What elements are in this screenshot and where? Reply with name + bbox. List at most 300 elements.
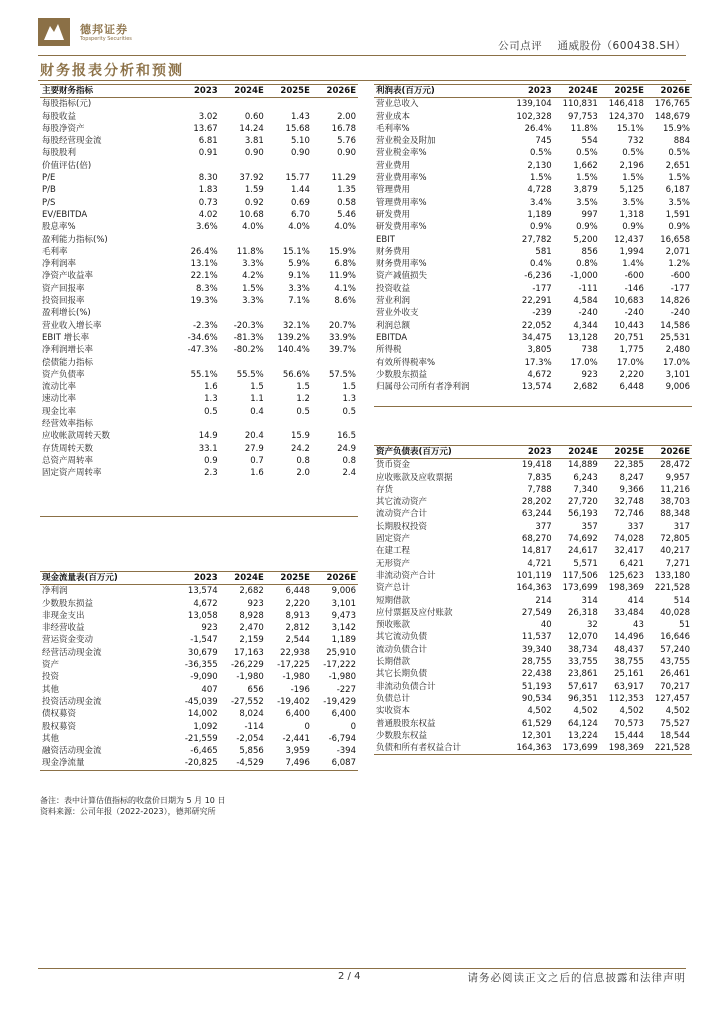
year-header: 2024E xyxy=(568,447,598,457)
cell-value xyxy=(312,418,358,430)
row-label: 少数股东权益 xyxy=(376,730,428,741)
year-header: 2024E xyxy=(234,573,264,583)
cell-value: 2.0 xyxy=(296,468,310,479)
cell-value: 13,058 xyxy=(187,610,218,621)
company-name: 通威股份（600438.SH） xyxy=(557,40,686,52)
cell-value: 32 xyxy=(586,620,598,631)
row-label: 资产总计 xyxy=(376,583,411,594)
cell-value: -6,465 xyxy=(190,746,218,757)
cell-value: -177 xyxy=(670,283,690,294)
table-row xyxy=(374,570,692,582)
cell-value: 8,247 xyxy=(619,472,644,483)
cell-value: 25,161 xyxy=(614,669,644,680)
year-header: 2023 xyxy=(527,86,552,96)
cell-value xyxy=(554,393,600,406)
table-row xyxy=(40,332,358,344)
cell-value xyxy=(220,504,266,517)
table-row xyxy=(374,508,692,520)
cash-flow-body xyxy=(40,585,358,770)
cell-value: 2,220 xyxy=(619,369,644,380)
cell-value xyxy=(220,234,266,246)
cell-value: 14,002 xyxy=(187,709,218,720)
table-row xyxy=(374,533,692,545)
row-label: 流动比率 xyxy=(42,382,77,393)
cell-value xyxy=(174,504,220,517)
cell-value: 6,400 xyxy=(331,709,356,720)
cell-value: 407 xyxy=(201,684,218,695)
cell-value xyxy=(220,418,266,430)
cell-value: 2,812 xyxy=(285,623,310,634)
table-row xyxy=(374,258,692,270)
cell-value: 15.9% xyxy=(328,246,356,257)
table-row xyxy=(374,644,692,656)
cell-value: 8,024 xyxy=(239,709,264,720)
cell-value: 0.9% xyxy=(622,222,644,233)
cell-value: 38,755 xyxy=(614,657,644,668)
row-label: EBIT xyxy=(376,234,395,245)
row-label: 固定资产 xyxy=(376,534,411,545)
cell-value: 40 xyxy=(540,620,552,631)
cell-value: 314 xyxy=(581,595,598,606)
cell-value: 16.5 xyxy=(337,431,356,442)
row-label: 资产 xyxy=(42,660,60,671)
table-row xyxy=(374,393,692,406)
row-label: 研发费用率% xyxy=(376,222,427,233)
table-row xyxy=(40,443,358,455)
table-row xyxy=(40,369,358,381)
cell-value: 55.1% xyxy=(190,369,218,380)
cell-value xyxy=(174,234,220,246)
cell-value: 1.35 xyxy=(337,185,356,196)
cell-value: 6,187 xyxy=(665,185,690,196)
cell-value: -240 xyxy=(670,308,690,319)
cell-value: 7,271 xyxy=(665,558,690,569)
cell-value: 9,006 xyxy=(331,586,356,597)
row-label: 非现金支出 xyxy=(42,610,85,621)
cell-value: 3.3% xyxy=(242,296,264,307)
cell-value: 1.5% xyxy=(668,173,690,184)
row-label: 归属母公司所有者净利润 xyxy=(376,382,470,393)
row-label: 其它流动负债 xyxy=(376,632,428,643)
cell-value: 357 xyxy=(581,521,598,532)
row-label: 少数股东损益 xyxy=(376,369,428,380)
row-label: 资产减值损失 xyxy=(376,271,428,282)
cell-value: -19,402 xyxy=(277,696,310,707)
row-label: 每股股利 xyxy=(42,148,77,159)
cell-value: 4.1% xyxy=(334,283,356,294)
cell-value xyxy=(266,418,312,430)
table-row xyxy=(374,270,692,282)
cell-value: 101,119 xyxy=(516,570,552,581)
cell-value: 2,544 xyxy=(285,635,310,646)
cell-value: 923 xyxy=(201,623,218,634)
cell-value: 3,805 xyxy=(527,345,552,356)
cell-value: 1,994 xyxy=(619,246,644,257)
row-label: P/E xyxy=(42,173,56,184)
note-line: 备注：表中计算估值指标的收盘价日期为 5 月 10 日 xyxy=(40,796,226,805)
row-label: 毛利率% xyxy=(376,123,410,134)
cell-value xyxy=(266,480,312,492)
year-header: 2026E xyxy=(660,447,690,457)
cell-value: 1.5% xyxy=(242,283,264,294)
cell-value: 4,344 xyxy=(573,320,598,331)
cell-value: 4,672 xyxy=(193,598,218,609)
table-row xyxy=(40,160,358,172)
row-label: 投资 xyxy=(42,672,60,683)
table-row xyxy=(374,381,692,393)
cell-value: 9,366 xyxy=(619,484,644,495)
cell-value: -36,355 xyxy=(184,660,218,671)
row-label: 营业总收入 xyxy=(376,99,419,110)
cell-value: 12,301 xyxy=(521,730,552,741)
cell-value xyxy=(312,357,358,369)
cell-value: 4.0% xyxy=(334,222,356,233)
cell-value: 24.2 xyxy=(290,443,310,454)
table-header-row xyxy=(40,572,358,585)
year-header: 2024E xyxy=(568,86,598,96)
cell-value: 923 xyxy=(247,598,264,609)
cell-value: 20,751 xyxy=(614,332,644,343)
cell-value: 3.3% xyxy=(288,283,310,294)
cell-value: 3.5% xyxy=(622,197,644,208)
table-row xyxy=(40,671,358,683)
cell-value: -196 xyxy=(290,684,310,695)
row-label: 盈利增长(%) xyxy=(42,308,91,319)
cell-value: -80.2% xyxy=(233,345,264,356)
table-row xyxy=(40,135,358,147)
cell-value: -4,529 xyxy=(236,758,264,769)
row-label: 净资产收益率 xyxy=(42,271,94,282)
cell-value: 37.92 xyxy=(239,173,264,184)
cell-value: 26,318 xyxy=(568,607,598,618)
cell-value: 25,531 xyxy=(660,332,690,343)
row-label xyxy=(374,393,508,406)
cell-value: 1.5 xyxy=(342,382,356,393)
table-row xyxy=(40,98,358,111)
table-row xyxy=(40,480,358,492)
cell-value xyxy=(312,480,358,492)
brand-logo-icon xyxy=(38,18,70,46)
header-divider xyxy=(38,55,686,56)
table-row xyxy=(374,369,692,381)
cell-value xyxy=(266,307,312,319)
cell-value xyxy=(220,357,266,369)
table-row xyxy=(374,631,692,643)
table-row xyxy=(374,582,692,594)
row-label: 每股指标(元) xyxy=(42,99,92,110)
cell-value: 5.9% xyxy=(288,259,310,270)
table-row xyxy=(40,647,358,659)
cell-value: -146 xyxy=(624,283,644,294)
table-row xyxy=(374,705,692,717)
cell-value: 90,534 xyxy=(521,693,552,704)
report-type: 公司点评 xyxy=(498,40,543,52)
table-row xyxy=(374,295,692,307)
cell-value: 4.02 xyxy=(198,209,218,220)
table-row xyxy=(40,585,358,598)
cell-value: 1,662 xyxy=(573,160,598,171)
cell-value: 738 xyxy=(581,345,598,356)
cell-value: 2,470 xyxy=(239,623,264,634)
cell-value: 14,826 xyxy=(660,296,690,307)
cash-flow-section xyxy=(40,571,358,771)
table-title: 主要财务指标 xyxy=(42,86,94,96)
cell-value: 117,506 xyxy=(562,570,598,581)
cell-value: 14.24 xyxy=(239,123,264,134)
cell-value: 56,193 xyxy=(568,509,598,520)
cell-value: 173,699 xyxy=(562,743,598,754)
cell-value: 75,527 xyxy=(660,718,690,729)
year-header: 2025E xyxy=(614,86,644,96)
cell-value xyxy=(600,393,646,406)
cell-value: 1.2 xyxy=(296,394,310,405)
cell-value: 0.9% xyxy=(668,222,690,233)
row-label: 营业外收支 xyxy=(376,308,419,319)
cell-value: 24.9 xyxy=(337,443,356,454)
row-label: 长期借款 xyxy=(376,657,411,668)
table-row xyxy=(374,607,692,619)
cell-value: 140.4% xyxy=(277,345,310,356)
table-row xyxy=(40,283,358,295)
row-label: 其他 xyxy=(42,684,60,695)
row-label: 在建工程 xyxy=(376,546,411,557)
cell-value: 14,496 xyxy=(614,632,644,643)
cell-value: 4,502 xyxy=(573,706,598,717)
cell-value: 0.58 xyxy=(337,197,356,208)
cell-value: 5,125 xyxy=(619,185,644,196)
cell-value: 0.4 xyxy=(250,406,264,417)
table-row xyxy=(374,668,692,680)
table-row xyxy=(40,393,358,405)
cell-value: 164,363 xyxy=(516,583,552,594)
row-label: 实收资本 xyxy=(376,706,411,717)
table-row xyxy=(40,684,358,696)
row-label: 营业税金及附加 xyxy=(376,136,436,147)
row-label: 负债总计 xyxy=(376,693,411,704)
cell-value: 63,244 xyxy=(521,509,552,520)
year-header: 2025E xyxy=(614,447,644,457)
table-row xyxy=(374,595,692,607)
cell-value: 12,070 xyxy=(568,632,598,643)
cell-value: 38,734 xyxy=(568,644,598,655)
cell-value: 17.3% xyxy=(524,357,552,368)
cell-value: 24,617 xyxy=(568,546,598,557)
cash-flow-table xyxy=(40,571,358,771)
cell-value: 581 xyxy=(535,246,552,257)
cell-value: 198,369 xyxy=(608,743,644,754)
cell-value: -6,794 xyxy=(328,733,356,744)
cell-value: 5.46 xyxy=(337,209,356,220)
cell-value: 656 xyxy=(247,684,264,695)
cell-value: 61,529 xyxy=(521,718,552,729)
cell-value: 3,142 xyxy=(331,623,356,634)
cell-value: 1.5% xyxy=(530,173,552,184)
row-label: 少数股东损益 xyxy=(42,598,94,609)
cell-value: 4.2% xyxy=(242,271,264,282)
cell-value: 57.5% xyxy=(328,369,356,380)
brand-name-cn: 德邦证券 xyxy=(80,23,128,36)
cell-value xyxy=(174,492,220,504)
table-row xyxy=(374,320,692,332)
row-label: 非流动负债合计 xyxy=(376,681,436,692)
cell-value: 554 xyxy=(581,136,598,147)
cell-value: 34,475 xyxy=(521,332,552,343)
cell-value: 63,917 xyxy=(614,681,644,692)
cell-value: -2,054 xyxy=(236,733,264,744)
table-row xyxy=(374,307,692,319)
table-header-row xyxy=(40,85,358,98)
cell-value: 6.81 xyxy=(198,136,218,147)
cell-value: 0.5% xyxy=(576,148,598,159)
page-number: 2 / 4 xyxy=(338,971,361,982)
table-notes xyxy=(40,795,225,817)
cell-value: 4,502 xyxy=(665,706,690,717)
cell-value: 28,472 xyxy=(660,460,690,471)
cell-value: 0.5 xyxy=(342,406,356,417)
table-row xyxy=(40,209,358,221)
cell-value: 337 xyxy=(627,521,644,532)
cell-value: 2.3 xyxy=(204,468,218,479)
table-row xyxy=(374,246,692,258)
cell-value xyxy=(646,393,692,406)
cell-value: 0.69 xyxy=(290,197,310,208)
cell-value: 38,703 xyxy=(660,497,690,508)
cell-value: 0.9 xyxy=(204,455,218,466)
cell-value: 22.1% xyxy=(190,271,218,282)
year-header: 2025E xyxy=(280,573,310,583)
table-row xyxy=(40,721,358,733)
balance-sheet-body xyxy=(374,459,692,755)
cell-value xyxy=(174,307,220,319)
table-title: 资产负债表(百万元) xyxy=(376,447,452,457)
cell-value: 14,586 xyxy=(660,320,690,331)
cell-value: 11.8% xyxy=(570,123,598,134)
table-row xyxy=(374,123,692,135)
cell-value: 133,180 xyxy=(654,570,690,581)
cell-value: 5,856 xyxy=(239,746,264,757)
cell-value: 0.90 xyxy=(290,148,310,159)
row-label: 管理费用率% xyxy=(376,197,427,208)
table-row xyxy=(40,147,358,159)
cell-value: 0 xyxy=(350,721,356,732)
table-row xyxy=(40,598,358,610)
cell-value: 3.3% xyxy=(242,259,264,270)
cell-value: 4.0% xyxy=(288,222,310,233)
table-row xyxy=(40,467,358,479)
cell-value: 2,651 xyxy=(665,160,690,171)
cell-value: 8,913 xyxy=(285,610,310,621)
cell-value: 7,788 xyxy=(527,484,552,495)
table-row xyxy=(374,147,692,159)
cell-value xyxy=(174,480,220,492)
year-header: 2024E xyxy=(234,86,264,96)
cell-value: 16.78 xyxy=(331,123,356,134)
cell-value: 48,437 xyxy=(614,644,644,655)
row-label: 每股净资产 xyxy=(42,123,85,134)
cell-value: 0.4% xyxy=(530,259,552,270)
table-row xyxy=(374,357,692,369)
cell-value: 15.1% xyxy=(616,123,644,134)
cell-value xyxy=(312,234,358,246)
row-label: 存货周转天数 xyxy=(42,443,94,454)
cell-value: 1.1 xyxy=(250,394,264,405)
cell-value xyxy=(266,234,312,246)
cell-value: -240 xyxy=(578,308,598,319)
row-label: 投资收益 xyxy=(376,283,411,294)
cell-value: 33.1 xyxy=(198,443,218,454)
cell-value xyxy=(266,504,312,517)
table-row xyxy=(40,610,358,622)
cell-value: -2,441 xyxy=(282,733,310,744)
cell-value: 1.5% xyxy=(622,173,644,184)
cell-value: -239 xyxy=(532,308,552,319)
cell-value xyxy=(220,98,266,111)
key-indicators-body xyxy=(40,98,358,517)
cell-value: 17.0% xyxy=(662,357,690,368)
cell-value: 39,340 xyxy=(521,644,552,655)
row-label: 存货 xyxy=(376,484,394,495)
table-row xyxy=(40,197,358,209)
cell-value: 11.8% xyxy=(236,246,264,257)
table-row xyxy=(40,418,358,430)
cell-value: 2,159 xyxy=(239,635,264,646)
cell-value: 22,938 xyxy=(280,647,310,658)
table-row xyxy=(40,111,358,123)
cell-value: 43 xyxy=(633,620,644,631)
row-label: 速动比率 xyxy=(42,394,77,405)
report-meta xyxy=(498,38,686,53)
cell-value: -114 xyxy=(244,721,264,732)
row-label: 营业费用 xyxy=(376,160,411,171)
cell-value: 12,437 xyxy=(614,234,644,245)
income-statement-body xyxy=(374,98,692,406)
row-label: 流动资产合计 xyxy=(376,509,428,520)
year-header: 2026E xyxy=(326,573,356,583)
cell-value: 514 xyxy=(673,595,690,606)
cell-value: 70,573 xyxy=(614,718,644,729)
row-label: 股权募资 xyxy=(42,721,77,732)
row-label: 长期股权投资 xyxy=(376,521,428,532)
cell-value: 0.90 xyxy=(337,148,356,159)
row-label: 无形资产 xyxy=(376,558,411,569)
row-label: 营业税金率% xyxy=(376,148,427,159)
row-label: 研发费用 xyxy=(376,209,411,220)
cell-value: 28,755 xyxy=(521,657,552,668)
cell-value: 4,728 xyxy=(527,185,552,196)
cell-value: 214 xyxy=(535,595,552,606)
cell-value xyxy=(508,393,554,406)
table-row xyxy=(374,619,692,631)
row-label: 资产回报率 xyxy=(42,283,85,294)
row-label: 所得税 xyxy=(376,345,402,356)
cell-value: 14.9 xyxy=(198,431,218,442)
cell-value: 11.9% xyxy=(328,271,356,282)
cell-value: 7,496 xyxy=(285,758,310,769)
cell-value: -20,825 xyxy=(184,758,218,769)
cell-value: -34.6% xyxy=(187,332,218,343)
cell-value: -47.3% xyxy=(187,345,218,356)
cell-value: 6.70 xyxy=(290,209,310,220)
cell-value: -9,090 xyxy=(190,672,218,683)
table-row xyxy=(374,545,692,557)
cell-value: 39.7% xyxy=(328,345,356,356)
cell-value: 33,484 xyxy=(614,607,644,618)
cell-value: 1.4% xyxy=(622,259,644,270)
cell-value: 33,755 xyxy=(568,657,598,668)
row-label: 普通股股东权益 xyxy=(376,718,436,729)
row-label: P/B xyxy=(42,185,56,196)
table-row xyxy=(40,295,358,307)
